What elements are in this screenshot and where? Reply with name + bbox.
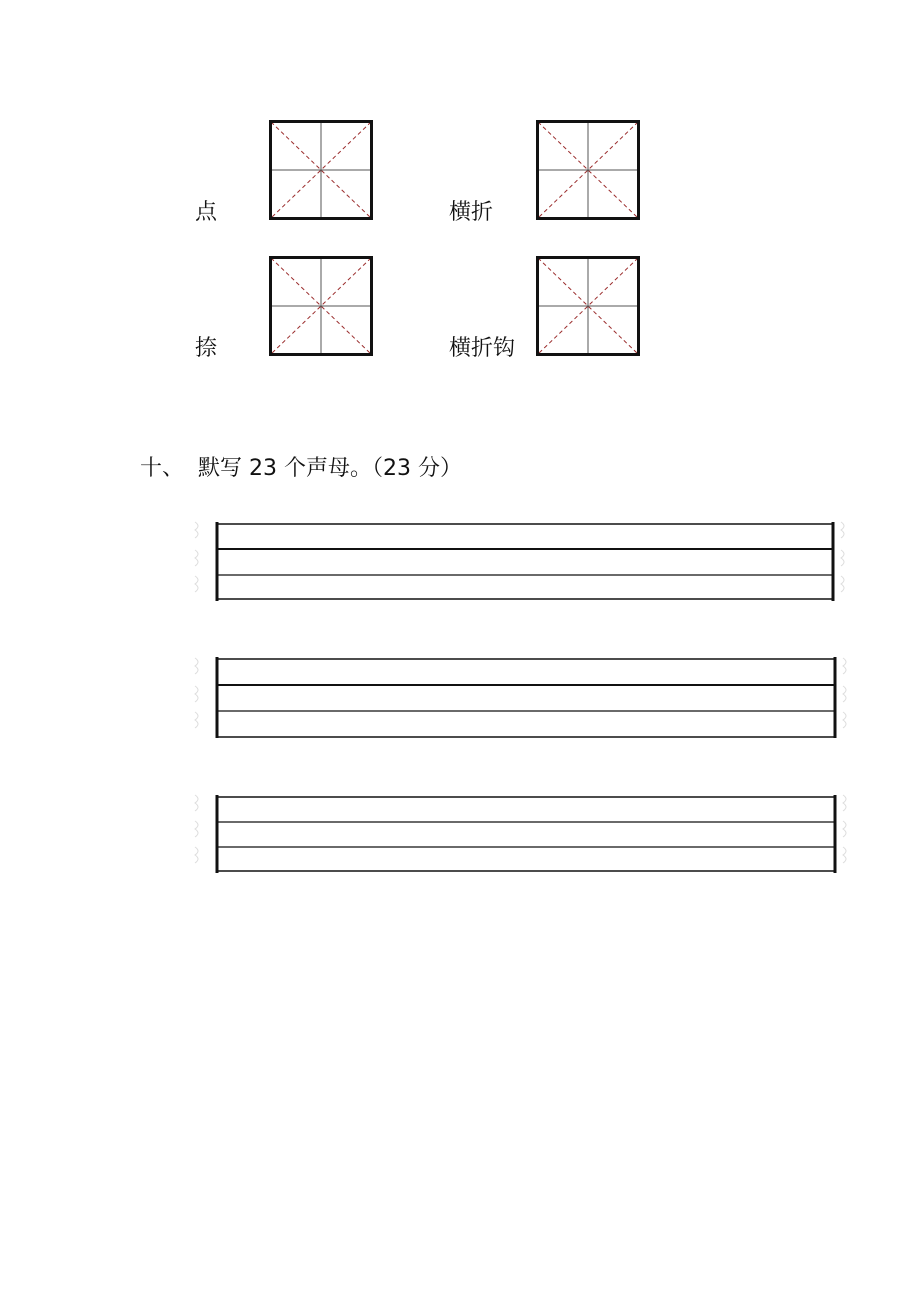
pinyin-writing-row[interactable]	[193, 791, 853, 875]
writing-grid-box[interactable]	[536, 120, 640, 220]
stroke-label: 横折	[449, 200, 494, 225]
mi-grid	[536, 256, 640, 356]
four-line-grid	[193, 518, 853, 602]
mi-grid	[536, 120, 640, 220]
pinyin-writing-row[interactable]	[193, 518, 853, 602]
stroke-label: 捺	[195, 336, 218, 361]
stroke-label: 横折钩	[449, 336, 516, 361]
mi-grid	[269, 256, 373, 356]
section-number: 十、	[140, 456, 185, 481]
pinyin-writing-row[interactable]	[193, 654, 853, 738]
four-line-grid	[193, 791, 853, 875]
writing-grid-box[interactable]	[269, 120, 373, 220]
section-ten-heading	[140, 458, 462, 480]
four-line-grid	[193, 654, 853, 738]
writing-grid-box[interactable]	[536, 256, 640, 356]
mi-grid	[269, 120, 373, 220]
section-instruction: 默写 23 个声母。（23 分）	[198, 456, 462, 481]
writing-grid-box[interactable]	[269, 256, 373, 356]
stroke-label: 点	[195, 200, 218, 225]
